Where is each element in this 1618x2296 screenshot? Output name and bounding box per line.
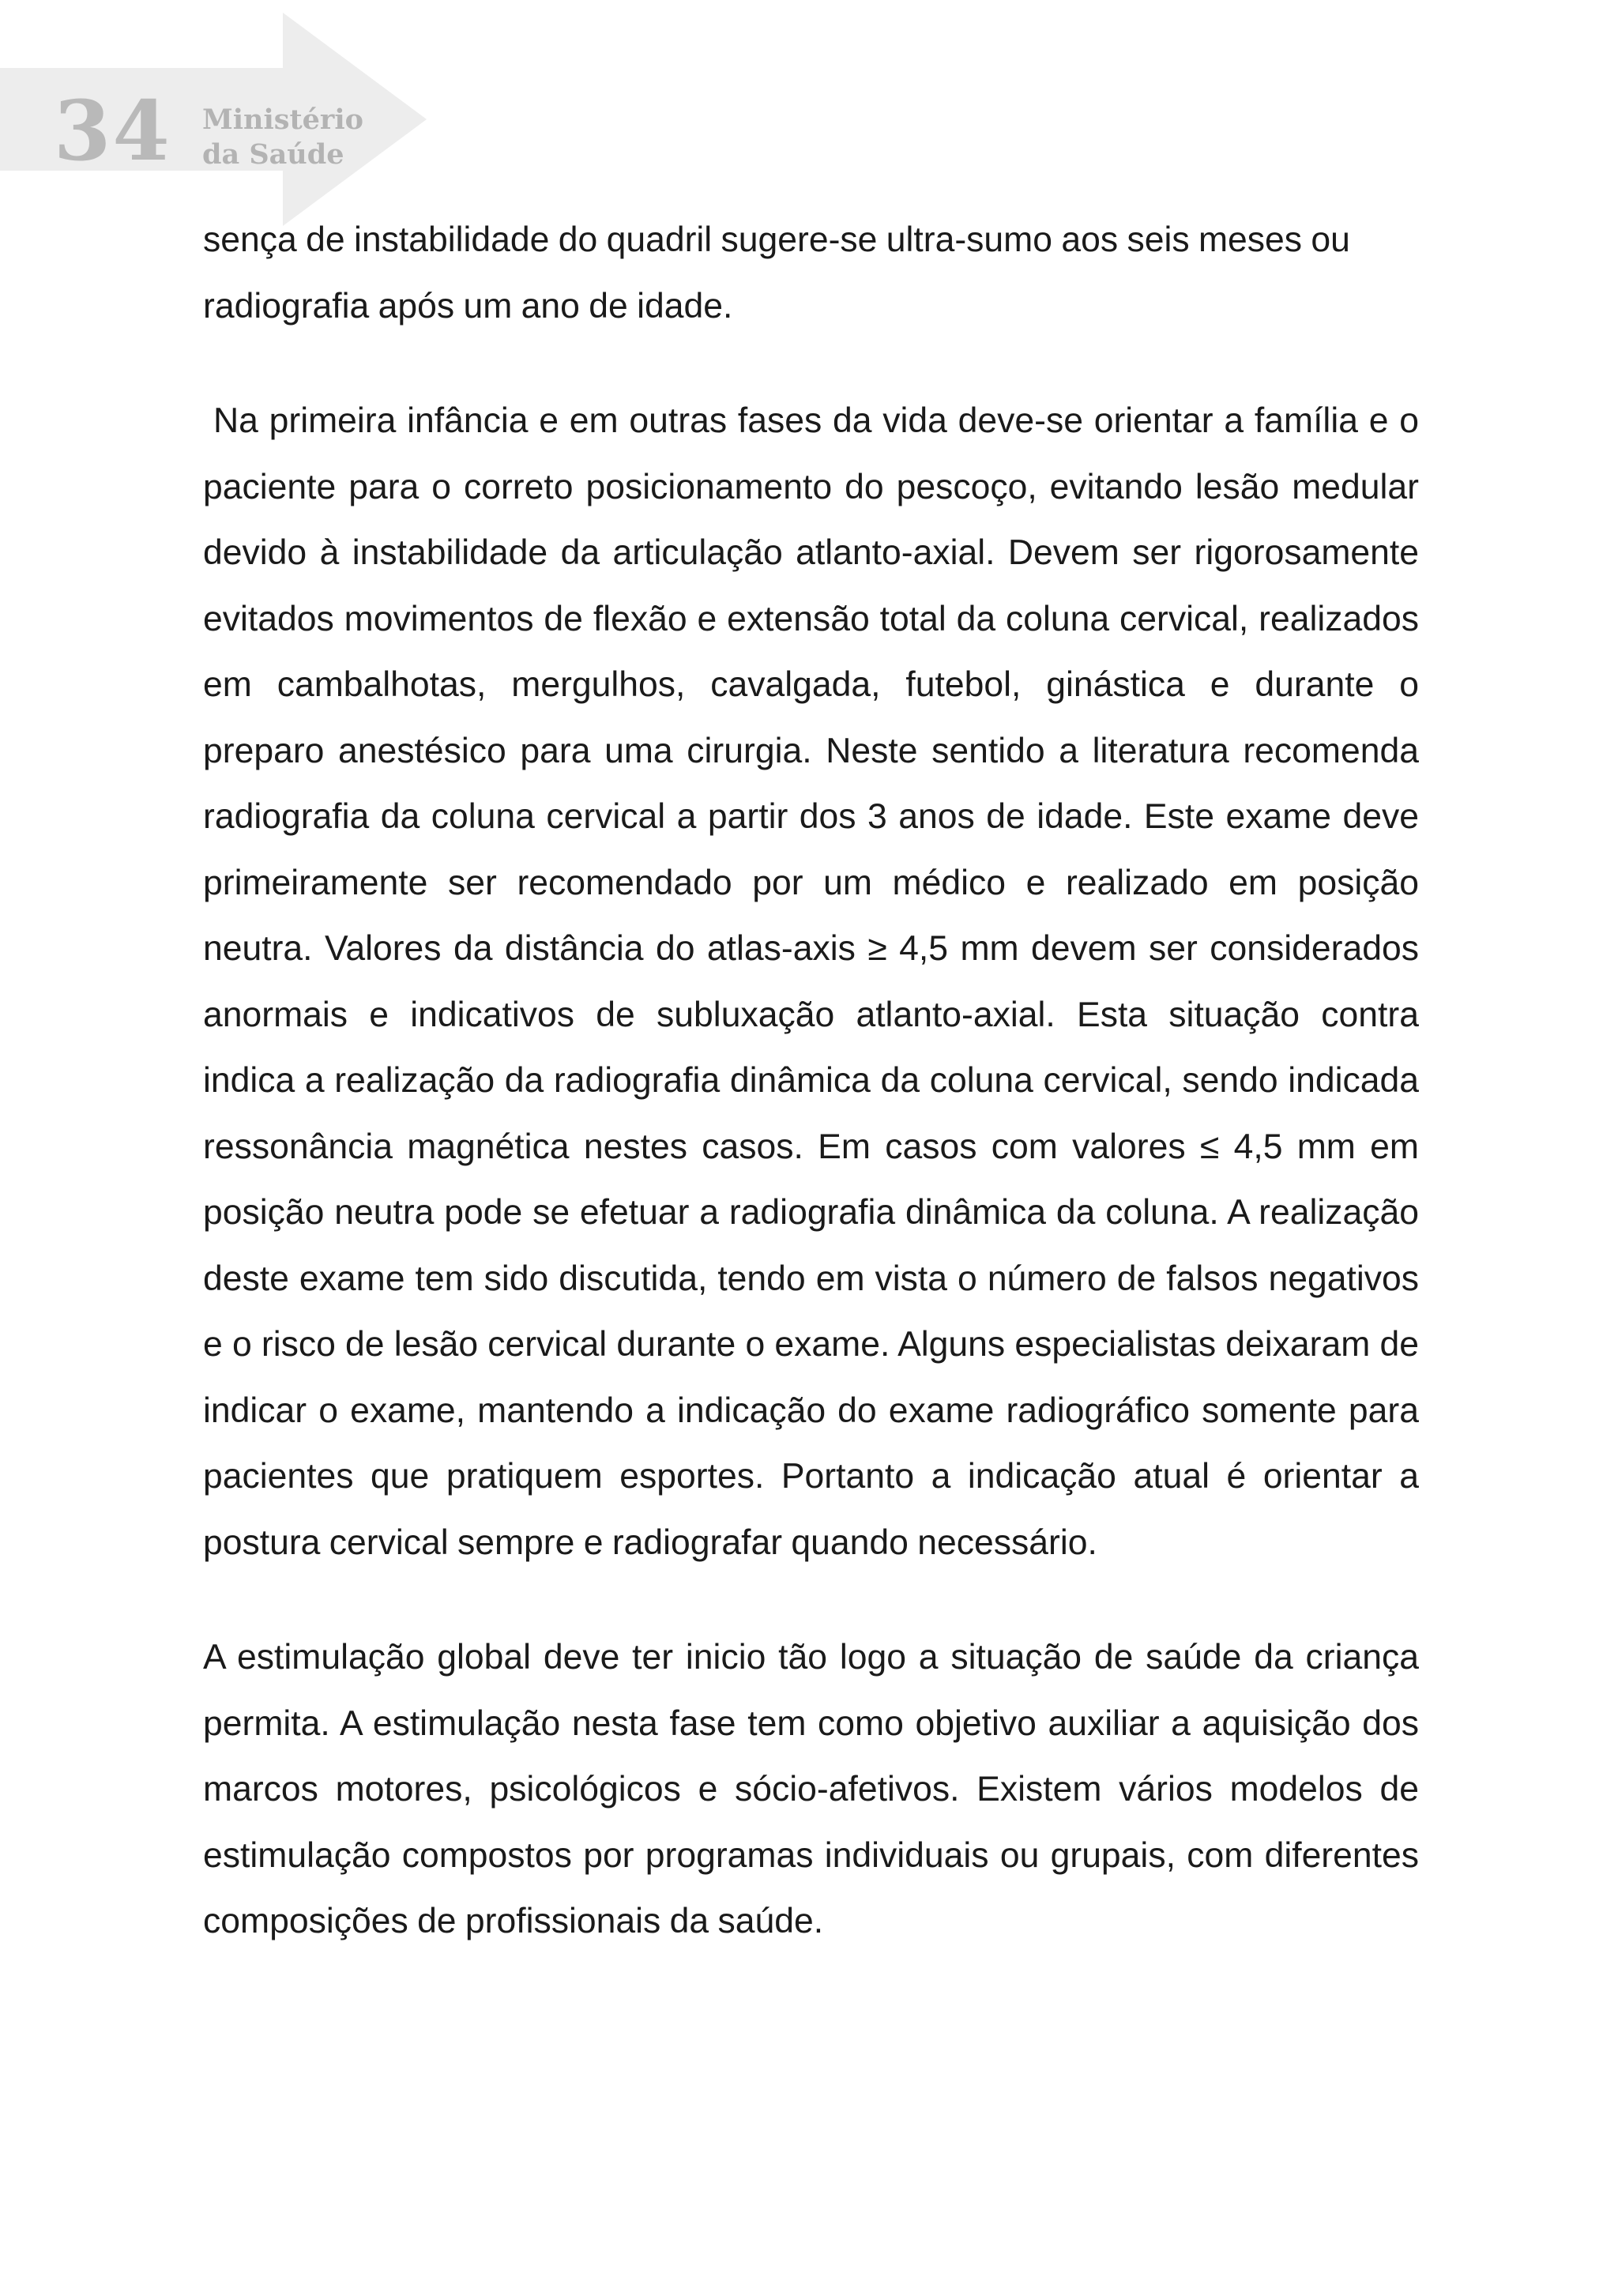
page-header	[0, 13, 427, 226]
page-number: 34	[54, 82, 171, 179]
paragraph: Na primeira infância e em outras fases da vida deve-se orientar a família e o paciente para o correto posicionamento do pescoço, evitando lesão medular devido à instabilidade da articulação atlanto-axial. Devem ser rigorosamente evitados movimentos de flexão e extensão total da coluna cervical, realizados em cambalhotas, mergulhos, cavalgada, futebol, ginástica e durante o preparo anestésico para uma cirurgia. Neste sentido a literatura recomenda radiografia da coluna cervical a partir dos 3 anos de idade. Este exame deve primeiramente ser recomendado por um médico e realizado em posição neutra. Valores da distância do atlas-axis ≥ 4,5 mm devem ser considerados anormais e indicativos de subluxação atlanto-axial. Esta situação contra indica a realização da radiografia dinâmica da coluna cervical, sendo indicada ressonância magnética nestes casos. Em casos com valores ≤ 4,5 mm em posição neutra pode se efetuar a radiografia dinâmica da coluna. A realização deste exame tem sido discutida, tendo em vista o número de falsos negativos e o risco de lesão cervical durante o exame. Alguns especialistas deixaram de indicar o exame, mantendo a indicação do exame radiográfico somente para pacientes que pratiquem esportes. Portanto a indicação atual é orientar a postura cervical sempre e radiografar quando necessário.	[203, 401, 1419, 1562]
paragraph: sença de instabilidade do quadril sugere-se ultra-sumo aos seis meses ou radiografia após um ano de idade.	[203, 220, 1350, 326]
body-text	[203, 207, 1419, 1955]
publisher-line-2: da Saúde	[202, 138, 344, 171]
paragraph: A estimulação global deve ter inicio tão logo a situação de saúde da criança permita. A estimulação nesta fase tem como objetivo auxiliar a aquisição dos marcos motores, psicológicos e sócio-afetivos. Existem vários modelos de estimulação compostos por programas individuais ou grupais, com diferentes composições de profissionais da saúde.	[203, 1638, 1419, 1940]
publisher-name	[202, 103, 363, 172]
publisher-line-1: Ministério	[202, 104, 364, 136]
